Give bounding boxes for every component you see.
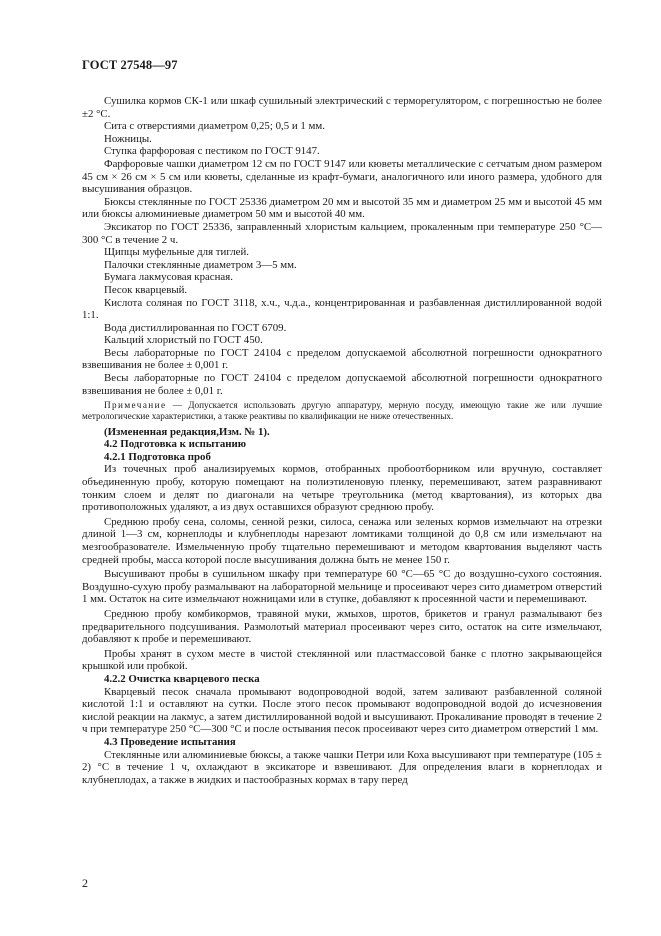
document-header: ГОСТ 27548—97 <box>82 58 178 72</box>
document-body <box>82 95 602 786</box>
paragraph: Высушивают пробы в сушильном шкафу при температуре 60 °С—65 °С до воздушно-сухого состояния. Воздушно-сухую пробу размалывают на лабораторной мельнице и просеивают через сито диаметром отверстий 1 мм. Остаток на сите измельчают ножницами или в ступке, добавляют к просеянной части и перемешивают. <box>82 568 602 606</box>
paragraph: Из точечных проб анализируемых кормов, отобранных пробоотборником или вручную, составляет объединенную пробу, которую помещают на полиэтиленовую пленку, перемешивают, затем разравнивают тонким слоем и делят по диагонали на четыре треугольника (метод квартования), из которых два противоположных удаляют, а из двух оставшихся образуют среднюю пробу. <box>82 463 602 514</box>
section-heading: 4.2 Подготовка к испытанию <box>104 438 247 451</box>
section-heading: 4.3 Проведение испытания <box>104 735 236 748</box>
paragraph: Сита с отверстиями диаметром 0,25; 0,5 и 1 мм. <box>104 120 325 133</box>
paragraph: Бумага лакмусовая красная. <box>104 271 233 284</box>
paragraph: Палочки стеклянные диаметром 3—5 мм. <box>104 258 297 271</box>
paragraph: Ступка фарфоровая с пестиком по ГОСТ 9147. <box>104 145 320 158</box>
subsection-heading: 4.2.2 Очистка кварцевого песка <box>104 672 260 685</box>
note-label: Примечание <box>104 400 167 411</box>
paragraph: Бюксы стеклянные по ГОСТ 25336 диаметром 20 мм и высотой 35 мм и диаметром 25 мм и высотой 45 мм или бюксы алюминиевые диаметром 50 мм и высотой 40 мм. <box>82 195 602 221</box>
paragraph: Вода дистиллированная по ГОСТ 6709. <box>104 321 287 334</box>
paragraph: Весы лабораторные по ГОСТ 24104 с пределом допускаемой абсолютной погрешности однократного взвешивания не более ± 0,001 г. <box>82 346 602 372</box>
amendment-note: (Измененная редакция,Изм. № 1). <box>104 425 270 438</box>
paragraph: Кварцевый песок сначала промывают водопроводной водой, затем заливают разбавленной соляной кислотой 1:1 и оставляют на сутки. После этого песок промывают водопроводной водой до исчезновения кислой реакции на лакмус, а затем дистиллированной водой и высушивают. Прокаливание проводят в течение 2 ч при температуре 250 °С—300 °С и после остывания песок просеивают через сито диаметром отверстий 1 мм. <box>82 685 602 736</box>
paragraph: Сушилка кормов СК-1 или шкаф сушильный электрический с терморегулятором, с погрешностью не более ±2 °С. <box>82 95 602 120</box>
paragraph: Кислота соляная по ГОСТ 3118, х.ч., ч.д.а., концентрированная и разбавленная дистиллированной водой 1:1. <box>82 296 602 322</box>
paragraph: Эксикатор по ГОСТ 25336, заправленный хлористым кальцием, прокаленным при температуре 250 °С—300 °С в течение 2 ч. <box>82 220 602 246</box>
paragraph: Весы лабораторные по ГОСТ 24104 с пределом допускаемой абсолютной погрешности однократного взвешивания не более ± 0,01 г. <box>82 372 602 397</box>
paragraph: Стеклянные или алюминиевые бюксы, а также чашки Петри или Коха высушивают при температуре (105 ± 2) °С в течение 1 ч, охлаждают в эксикаторе и взвешивают. Для определения влаги в корнеплодах и клубнеплодах, а также в жидких и пастообразных кормах в тару перед <box>82 748 602 786</box>
paragraph: Среднюю пробу комбикормов, травяной муки, жмыхов, шротов, брикетов и гранул размалывают без предварительного подсушивания. Размолотый материал просеивают через сито, остаток на сите измельчают, добавляют к пробе и перемешивают. <box>82 607 602 646</box>
note <box>82 400 602 422</box>
paragraph: Пробы хранят в сухом месте в чистой стеклянной или пластмассовой банке с плотно закрывающейся крышкой или пробкой. <box>82 647 602 673</box>
paragraph: Кальций хлористый по ГОСТ 450. <box>104 334 263 347</box>
subsection-heading: 4.2.1 Подготовка проб <box>104 450 211 463</box>
paragraph: Среднюю пробу сена, соломы, сенной резки, силоса, сенажа или зеленых кормов измельчают на отрезки длиной 1—3 см, корнеплоды и клубнеплоды нарезают ломтиками толщиной до 0,8 см или измельчают на мезгообразователе. Измельченную пробу тщательно перемешивают и методом квартования выделяют часть средней пробы, масса которой после высушивания должна быть не менее 150 г. <box>82 515 602 566</box>
paragraph: Песок кварцевый. <box>104 283 188 296</box>
page-number: 2 <box>82 876 88 890</box>
paragraph: Ножницы. <box>104 132 152 145</box>
note-text: — Допускается использовать другую аппаратуру, мерную посуду, имеющую такие же или лучшие метрологические характеристики, а также реактивы по квалификации не ниже отечественных. <box>82 400 602 422</box>
paragraph: Фарфоровые чашки диаметром 12 см по ГОСТ 9147 или кюветы металлические с сетчатым дном размером 45 см × 26 см × 5 см или кюветы, сделанные из крафт-бумаги, аналогичного или иного размера, удобного для высушивания образцов. <box>82 157 602 196</box>
paragraph: Щипцы муфельные для тиглей. <box>104 246 249 259</box>
